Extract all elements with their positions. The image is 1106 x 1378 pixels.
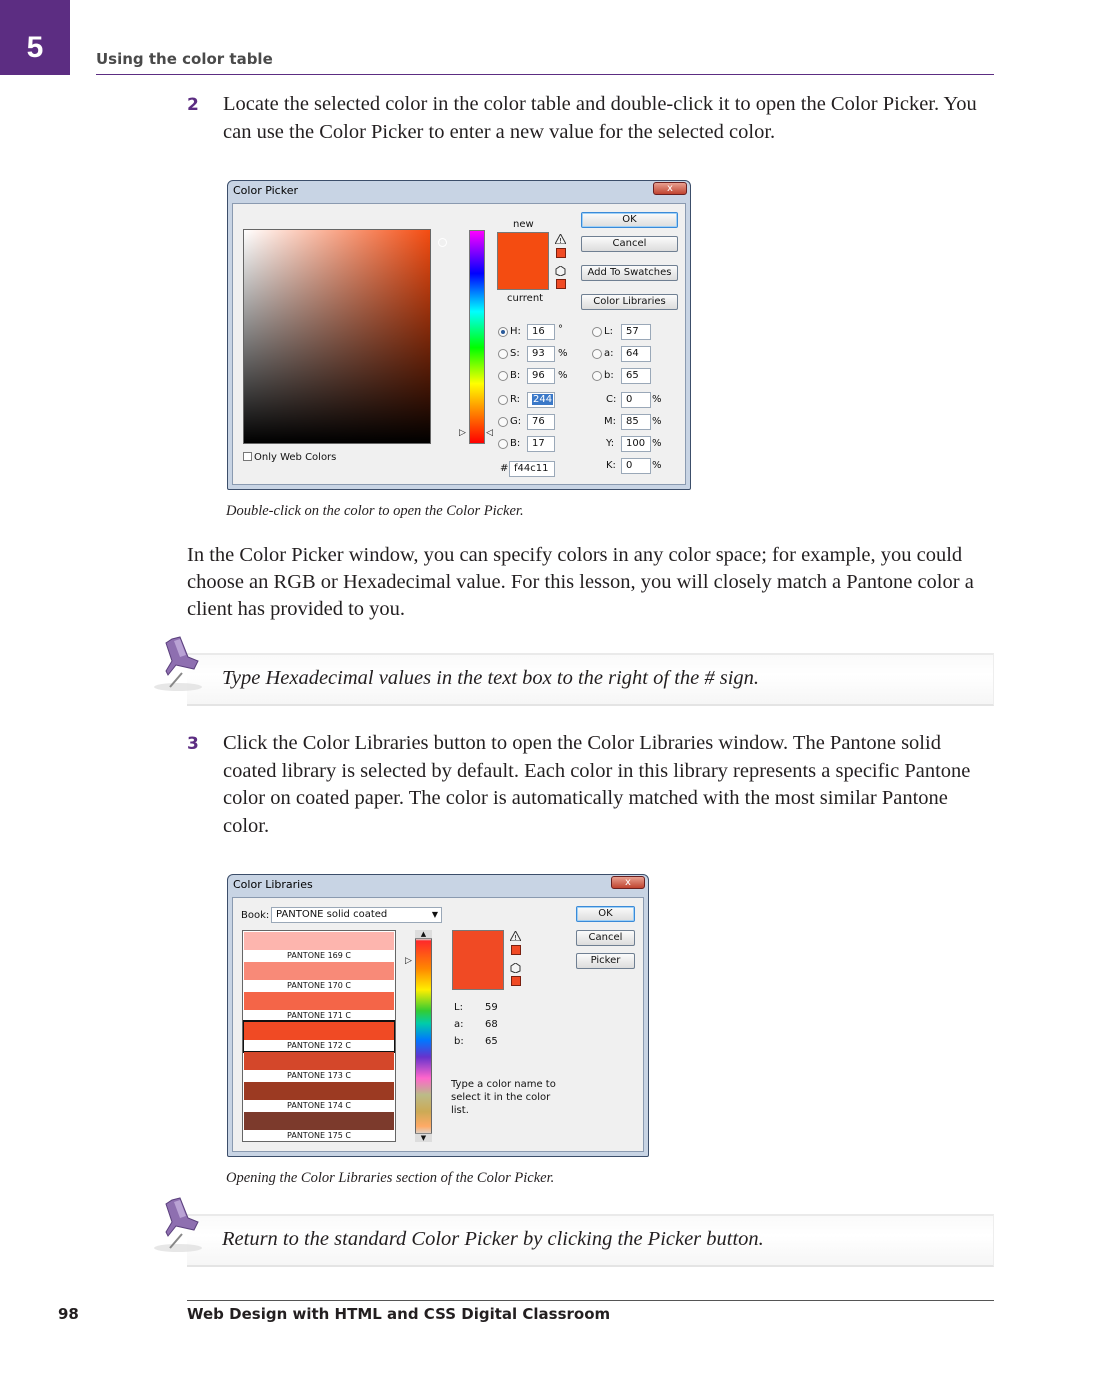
web-safe-color-chip[interactable] xyxy=(511,976,521,986)
radio-a[interactable] xyxy=(592,349,602,359)
blue-label: B: xyxy=(510,438,521,449)
radio-b[interactable] xyxy=(498,371,508,381)
spectrum-slider[interactable] xyxy=(415,930,432,1142)
m-field[interactable]: 85 xyxy=(621,414,651,430)
swatch-list xyxy=(242,930,396,1142)
paragraph-color-space: In the Color Picker window, you can specify colors in any color space; for example, you could choose an RGB or Hexadecimal value. For this lesson, you will closely match a Pantone color a client has provided to you. xyxy=(187,544,974,620)
web-safe-cube-icon[interactable] xyxy=(510,963,521,973)
swatch-name: PANTONE 172 C xyxy=(244,1040,394,1051)
b-label: B: xyxy=(510,370,521,381)
r-field[interactable] xyxy=(527,392,555,408)
caption-color-picker: Double-click on the color to open the Color Picker. xyxy=(226,503,524,519)
swatch-name: PANTONE 170 C xyxy=(244,980,394,991)
swatch-color xyxy=(244,1052,394,1070)
a-field[interactable]: 64 xyxy=(621,346,651,362)
note-hex-text: Type Hexadecimal values in the text box to the right of the # sign. xyxy=(222,667,760,689)
book-select-value: PANTONE solid coated xyxy=(276,909,388,920)
gamut-color-chip[interactable] xyxy=(511,945,521,955)
radio-s[interactable] xyxy=(498,349,508,359)
color-libraries-title: Color Libraries xyxy=(233,878,313,891)
k-field[interactable]: 0 xyxy=(621,458,651,474)
h-unit: ° xyxy=(558,324,563,335)
note-box-hex xyxy=(187,653,994,706)
hue-slider[interactable] xyxy=(469,230,485,444)
color-libraries-button[interactable]: Color Libraries xyxy=(581,294,678,310)
chapter-number: 5 xyxy=(26,31,44,64)
swatch-list-item[interactable] xyxy=(244,932,394,961)
radio-lab-b[interactable] xyxy=(592,371,602,381)
hue-arrow-left-icon[interactable]: ▷ xyxy=(459,428,466,438)
m-label: M: xyxy=(604,416,616,427)
blue-field[interactable]: 17 xyxy=(527,436,555,452)
step-3-text: Click the Color Libraries button to open the Color Libraries window. The Pantone solid coated library is selected by default. Each color in this library represents a specific Pantone color on coated paper. The color is automatically matched with the most similar Pantone color. xyxy=(223,732,971,837)
color-picker-dialog xyxy=(227,180,691,490)
lib-a-value: 68 xyxy=(485,1019,498,1030)
c-label: C: xyxy=(606,394,617,405)
radio-h[interactable] xyxy=(498,327,508,337)
a-label: a: xyxy=(604,348,614,359)
h-label: H: xyxy=(510,326,521,337)
current-color-swatch[interactable] xyxy=(497,261,549,290)
m-unit: % xyxy=(652,416,662,427)
swatch-name: PANTONE 169 C xyxy=(244,950,394,961)
swatch-list-item[interactable] xyxy=(244,992,394,1021)
radio-blue[interactable] xyxy=(498,439,508,449)
add-to-swatches-button[interactable]: Add To Swatches xyxy=(581,265,678,281)
picker-button[interactable]: Picker xyxy=(576,953,635,969)
color-field-marker[interactable] xyxy=(438,238,447,247)
r-field-value: 244 xyxy=(533,394,553,405)
spectrum-arrow-icon[interactable]: ▷ xyxy=(405,956,412,966)
ok-button[interactable]: OK xyxy=(576,906,635,922)
svg-text:!: ! xyxy=(514,934,518,941)
note-picker-text: Return to the standard Color Picker by clicking the Picker button. xyxy=(222,1228,764,1250)
only-web-colors-label: Only Web Colors xyxy=(254,452,337,463)
color-picker-body xyxy=(232,203,686,485)
color-libraries-body xyxy=(232,897,644,1152)
h-field[interactable]: 16 xyxy=(527,324,555,340)
step-2-text: Locate the selected color in the color table and double-click it to open the Color Picker. You can use the Color Picker to enter a new value for the selected color. xyxy=(223,93,977,143)
book-label: Book: xyxy=(241,910,270,921)
r-label: R: xyxy=(510,394,521,405)
gamut-warning-icon[interactable] xyxy=(555,234,566,244)
current-label: current xyxy=(507,293,544,304)
chevron-down-icon[interactable]: ▼ xyxy=(431,910,438,919)
type-color-name-hint: Type a color name to select it in the color list. xyxy=(451,1079,556,1116)
only-web-colors-checkbox[interactable] xyxy=(243,452,336,463)
radio-l[interactable] xyxy=(592,327,602,337)
new-color-swatch xyxy=(497,232,549,261)
g-field[interactable]: 76 xyxy=(527,414,555,430)
swatch-name: PANTONE 173 C xyxy=(244,1070,394,1081)
gamut-warning-icon[interactable] xyxy=(510,931,521,941)
s-label: S: xyxy=(510,348,520,359)
lab-b-label: b: xyxy=(604,370,614,381)
hex-field[interactable]: f44c11 xyxy=(509,461,555,477)
y-label: Y: xyxy=(606,438,615,449)
book-title: Web Design with HTML and CSS Digital Classroom xyxy=(187,1305,611,1323)
pushpin-icon xyxy=(150,1196,220,1261)
c-unit: % xyxy=(652,394,662,405)
cancel-button[interactable]: Cancel xyxy=(581,236,678,252)
lib-b-label: b: xyxy=(454,1036,464,1047)
y-unit: % xyxy=(652,438,662,449)
swatch-color xyxy=(244,992,394,1010)
k-unit: % xyxy=(652,460,662,471)
color-picker-title: Color Picker xyxy=(233,184,298,197)
note-box-picker xyxy=(187,1214,994,1267)
color-libraries-dialog xyxy=(227,874,649,1157)
g-label: G: xyxy=(510,416,522,427)
swatch-color xyxy=(244,1082,394,1100)
swatch-name: PANTONE 171 C xyxy=(244,1010,394,1021)
lib-a-label: a: xyxy=(454,1019,464,1030)
l-label: L: xyxy=(604,326,613,337)
swatch-color xyxy=(244,1022,394,1040)
caption-color-libraries: Opening the Color Libraries section of the Color Picker. xyxy=(226,1170,555,1186)
library-color-preview xyxy=(452,930,504,990)
b-unit: % xyxy=(558,370,568,381)
pushpin-icon xyxy=(150,635,220,700)
web-safe-color-chip[interactable] xyxy=(556,279,566,289)
lib-l-value: 59 xyxy=(485,1002,498,1013)
y-field[interactable]: 100 xyxy=(621,436,651,452)
swatch-list-item[interactable] xyxy=(244,1112,394,1141)
s-field[interactable]: 93 xyxy=(527,346,555,362)
checkbox-icon[interactable] xyxy=(243,452,252,461)
hex-label: # xyxy=(500,463,509,474)
scroll-up-icon[interactable]: ▲ xyxy=(415,930,432,939)
c-field[interactable]: 0 xyxy=(621,392,651,408)
radio-g[interactable] xyxy=(498,417,508,427)
new-label: new xyxy=(513,219,534,230)
swatch-color xyxy=(244,962,394,980)
hue-arrow-right-icon[interactable]: ◁ xyxy=(486,428,493,438)
ok-button[interactable]: OK xyxy=(581,212,678,228)
k-label: K: xyxy=(606,460,616,471)
swatch-name: PANTONE 174 C xyxy=(244,1100,394,1111)
l-field[interactable]: 57 xyxy=(621,324,651,340)
step-3-number: 3 xyxy=(187,734,199,754)
swatch-color xyxy=(244,932,394,950)
swatch-color xyxy=(244,1112,394,1130)
cancel-button[interactable]: Cancel xyxy=(576,930,635,946)
b-field[interactable]: 96 xyxy=(527,368,555,384)
section-title: Using the color table xyxy=(96,50,273,68)
close-icon[interactable]: x xyxy=(653,182,687,195)
lib-l-label: L: xyxy=(454,1002,463,1013)
swatch-list-item[interactable] xyxy=(244,962,394,991)
web-safe-cube-icon[interactable] xyxy=(555,266,566,276)
lib-b-value: 65 xyxy=(485,1036,498,1047)
swatch-list-item[interactable] xyxy=(244,1022,394,1051)
color-field[interactable] xyxy=(243,229,431,444)
footer-rule xyxy=(187,1300,994,1301)
page-number: 98 xyxy=(58,1305,79,1323)
swatch-list-item[interactable] xyxy=(244,1052,394,1081)
step-2-number: 2 xyxy=(187,95,199,115)
s-unit: % xyxy=(558,348,568,359)
book-select[interactable] xyxy=(271,907,442,923)
header-rule xyxy=(96,74,994,75)
close-icon[interactable]: x xyxy=(611,876,645,889)
svg-text:!: ! xyxy=(559,237,563,244)
swatch-list-item[interactable] xyxy=(244,1082,394,1111)
lab-b-field[interactable]: 65 xyxy=(621,368,651,384)
gamut-color-chip[interactable] xyxy=(556,248,566,258)
radio-r[interactable] xyxy=(498,395,508,405)
swatch-name: PANTONE 175 C xyxy=(244,1130,394,1141)
scroll-down-icon[interactable]: ▼ xyxy=(415,1133,432,1142)
